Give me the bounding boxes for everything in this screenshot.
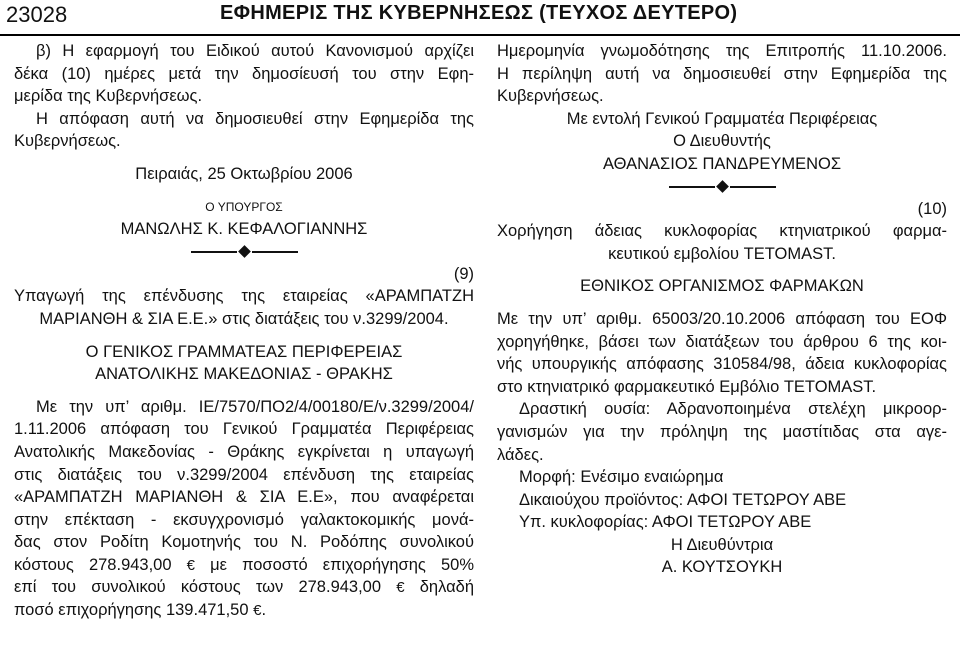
body-line: επί του συνολικού κόστους των 278.943,00 € δηλαδή: [14, 578, 474, 597]
signer-title: Η Διευθύντρια: [670, 535, 774, 554]
paragraph-line: Η περίληψη αυτή να δημοσιευθεί στην Εφημερίδα της: [497, 64, 947, 83]
diamond-icon: [238, 245, 251, 258]
body-line: 1.11.2006 απόφαση του Γενικού Γραμματέα Περιφέρειας: [14, 420, 474, 439]
paragraph-line: β) Η εφαρμογή του Ειδικού αυτού Κανονισμού αρχίζει: [36, 42, 474, 60]
paragraph-line: δέκα (10) ημέρες μετά την δημοσίευσή του στην Εφη-: [14, 64, 474, 83]
active-line: Δραστική ουσία: Αδρανοποιημένα στελέχη μικροορ-: [519, 400, 947, 419]
body-line: ποσό επιχορήγησης 139.471,50 €.: [14, 601, 267, 620]
body-line: Με την υπ’ αριθμ. ΙΕ/7570/ΠΟ2/4/00180/Ε/ν.3299/2004/: [36, 397, 474, 416]
holder-line: Δικαιούχου προϊόντος: ΑΦΟΙ ΤΕΤΩΡΟΥ ΑΒΕ: [519, 490, 847, 509]
director-name: ΑΘΑΝΑΣΙΟΣ ΠΑΝΔΡΕΥΜΕΝΟΣ: [602, 154, 842, 173]
paragraph-line: Κυβερνήσεως.: [497, 87, 604, 106]
paragraph-line: Ημερομηνία γνωμοδότησης της Επιτροπής 11.10.2006.: [497, 42, 947, 60]
place-date: Πειραιάς, 25 Οκτωβρίου 2006: [135, 164, 353, 183]
body-line: «ΑΡΑΜΠΑΤΖΗ ΜΑΡΙΑΝΘΗ & ΣΙΑ Ε.Ε», που αναφέρεται: [14, 488, 474, 507]
paragraph-line: Η απόφαση αυτή να δημοσιευθεί στην Εφημερίδα της: [36, 109, 474, 128]
authority-line: Ο ΓΕΝΙΚΟΣ ΓΡΑΜΜΑΤΕΑΣ ΠΕΡΙΦΕΡΕΙΑΣ: [85, 342, 403, 361]
body-line: στην επέκταση - εκσυγχρονισμό γαλακτοκομικής μονά-: [14, 510, 474, 529]
euro-icon: €: [396, 579, 405, 597]
document-title-line: Χορήγηση άδειας κυκλοφορίας κτηνιατρικού φαρμα-: [497, 222, 947, 241]
right-column: [497, 40, 947, 579]
paragraph-line: μερίδα της Κυβερνήσεως.: [14, 87, 203, 106]
active-line: γανισμών για την πρόληψη της μαστίτιδας στα αγε-: [497, 422, 947, 441]
paragraph-line: Κυβερνήσεως.: [14, 132, 121, 151]
document-title-line: κευτικού εμβολίου TETOMAST.: [608, 244, 836, 263]
page-header: [0, 0, 960, 36]
separator-ornament: [497, 176, 947, 198]
body-line: Με την υπ’ αριθμ. 65003/20.10.2006 απόφαση του ΕΟΦ: [497, 309, 947, 328]
authority-line: ΑΝΑΤΟΛΙΚΗΣ ΜΑΚΕΔΟΝΙΑΣ - ΘΡΑΚΗΣ: [95, 365, 393, 384]
euro-icon: €: [186, 556, 195, 574]
signer-name: Α. ΚΟΥΤΣΟΥΚΗ: [661, 558, 783, 577]
minister-title: Ο ΥΠΟΥΡΓΟΣ: [205, 199, 283, 214]
distributor-line: Υπ. κυκλοφορίας: ΑΦΟΙ ΤΕΤΩΡΟΥ ΑΒΕ: [519, 513, 812, 532]
body-line: στις διατάξεις του ν.3299/2004 επένδυση της εταιρείας: [14, 465, 474, 484]
director-title: Ο Διευθυντής: [673, 132, 771, 151]
left-column: [14, 40, 474, 622]
organization: ΕΘΝΙΚΟΣ ΟΡΓΑΝΙΣΜΟΣ ΦΑΡΜΑΚΩΝ: [580, 277, 864, 296]
form-line: Μορφή: Ενέσιμο εναιώρημα: [519, 468, 724, 487]
euro-icon: €: [253, 602, 262, 620]
order-line: Με εντολή Γενικού Γραμματέα Περιφέρειας: [566, 109, 878, 128]
document-title-line: Υπαγωγή της επένδυσης της εταιρείας «ΑΡΑΜΠΑΤΖΗ: [14, 287, 474, 306]
document-number: (9): [453, 264, 474, 283]
active-line: λάδες.: [497, 445, 544, 464]
page-number: 23028: [6, 2, 68, 27]
body-line: χορηγήθηκε, βάσει των διατάξεων του άρθρου 6 της κοι-: [497, 332, 947, 351]
body-line: δας στον Ροδίτη Κομοτηνής του Ν. Ροδόπης συνολικού: [14, 533, 474, 552]
diamond-icon: [716, 180, 729, 193]
body-line: στο κτηνιατρικό φαρμακευτικό Εμβόλιο TETOMAST.: [497, 377, 877, 396]
document-number: (10): [917, 199, 947, 218]
document-title-line: ΜΑΡΙΑΝΘΗ & ΣΙΑ Ε.Ε.» στις διατάξεις του ν.3299/2004.: [39, 309, 449, 328]
body-line: Ανατολικής Μακεδονίας - Θράκης εγκρίνεται η υπαγωγή: [14, 442, 474, 461]
gazette-title: ΕΦΗΜΕΡΙΣ ΤΗΣ ΚΥΒΕΡΝΗΣΕΩΣ (ΤΕΥΧΟΣ ΔΕΥΤΕΡΟ): [220, 2, 738, 24]
separator-ornament: [14, 241, 474, 263]
body-line: κόστους 278.943,00 € με ποσοστό επιχορήγησης 50%: [14, 555, 474, 574]
body-line: νής υπουργικής απόφασης 310584/98, άδεια κυκλοφορίας: [497, 355, 947, 374]
minister-name: ΜΑΝΩΛΗΣ Κ. ΚΕΦΑΛΟΓΙΑΝΝΗΣ: [120, 220, 368, 239]
